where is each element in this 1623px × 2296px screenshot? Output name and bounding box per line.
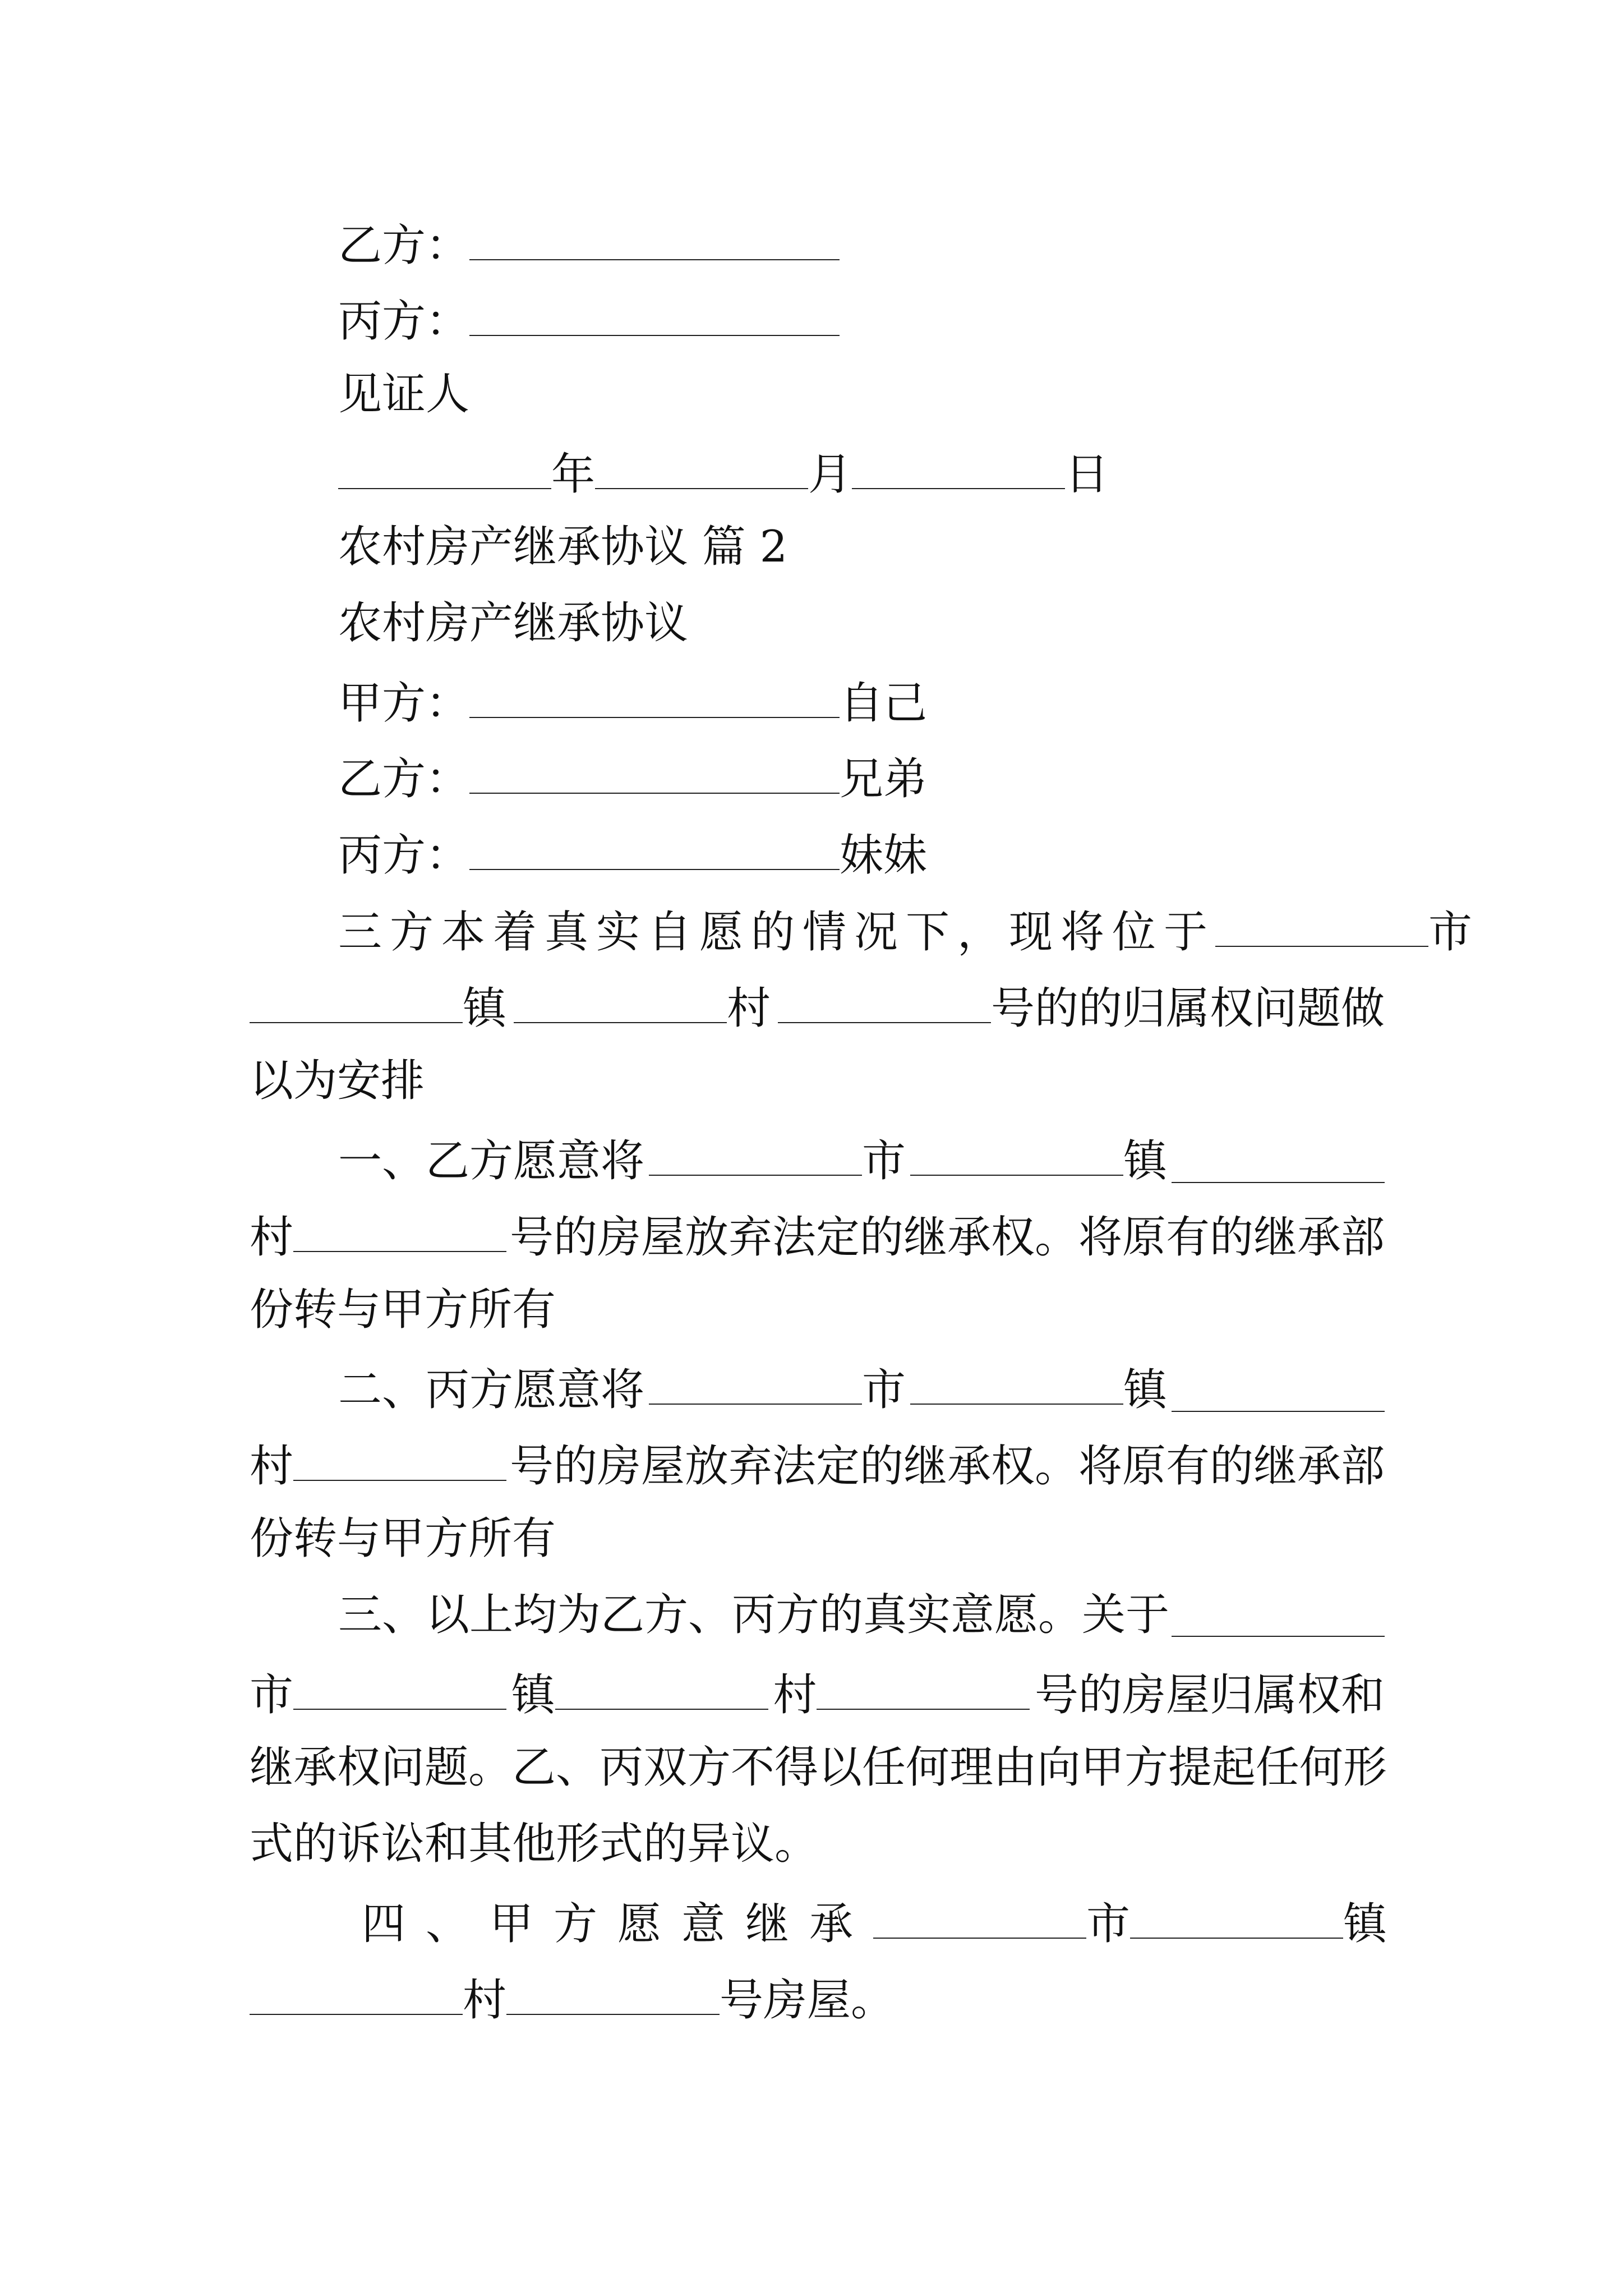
intro-town-blank [250,983,463,1023]
clause-2-number-blank [293,1441,506,1481]
clause-1-number-blank [293,1212,506,1252]
clause-2-town: 镇 [1123,1365,1168,1415]
intro-line-2 [250,983,1385,1034]
clause-4-city-blank [873,1898,1086,1939]
day-blank [852,449,1065,489]
clause-4-village: 村 [463,1975,507,2026]
section-title: 农村房产继承协议 篇 2 [338,522,788,572]
clause-3-number-blank [817,1669,1030,1710]
month-label: 月 [808,449,852,500]
clause-1-line-2 [250,1212,1385,1263]
clause-1-lead: 一、乙方愿意将 [338,1136,645,1186]
clause-4-town-blank [1130,1898,1343,1939]
party-a-label: 甲方： [338,678,470,729]
clause-2-village: 村 [250,1441,294,1492]
party-b-line [338,753,928,804]
clause-1-city: 市 [862,1136,906,1186]
party-a-blank [469,678,840,718]
year-label: 年 [551,449,596,500]
clause-2-city-blank [649,1364,862,1405]
clause-3-lead: 三、以上均为乙方、丙方的真实意愿。关于 [338,1590,1170,1640]
intro-village: 村 [726,983,771,1034]
party-c-signature-line [338,296,840,347]
intro-village-blank [514,983,727,1023]
party-b-blank-2 [469,753,840,794]
party-b-signature-line [338,220,840,271]
clause-4-village-blank [250,1975,463,2015]
intro-line-1 [250,907,1473,958]
party-c-role: 妹妹 [840,830,928,881]
clause-4-lead: 四、甲方愿意继承 [362,1899,874,1949]
clause-2-line-1 [250,1364,1385,1415]
clause-1-city-blank [649,1135,862,1176]
party-c-blank-2 [469,830,840,870]
day-label: 日 [1065,449,1109,500]
year-blank [338,449,551,489]
clause-4-line-1 [250,1898,1387,1949]
party-b-blank [469,220,840,260]
party-c-blank [469,296,840,336]
intro-number-blank [778,983,991,1023]
clause-2-lead: 二、丙方愿意将 [338,1365,645,1415]
intro-town: 镇 [463,983,507,1034]
clause-3-town-blank [293,1669,506,1710]
clause-3-line-3: 继承权问题。乙、丙双方不得以任何理由向甲方提起任何形 [250,1742,1387,1793]
clause-1-town-blank [910,1135,1123,1176]
intro-city-blank [1215,907,1428,947]
clause-2-line-2 [250,1441,1385,1492]
clause-2-line-3: 份转与甲方所有 [250,1513,556,1564]
party-b-label: 乙方： [338,220,470,271]
clause-2-village-blank [1172,1372,1385,1412]
party-b-role: 兄弟 [840,754,928,804]
intro-text: 三方本着真实自愿的情况下，现将位于 [338,907,1216,958]
party-a-role: 自己 [840,678,928,729]
date-line [338,449,1109,500]
clause-1-village-blank [1172,1143,1385,1183]
clause-3-line-4: 式的诉讼和其他形式的异议。 [250,1819,819,1869]
clause-1-town: 镇 [1123,1136,1168,1186]
party-a-line [338,678,928,729]
clause-3-village: 村 [773,1670,817,1720]
clause-3-rest: 号的房屋归属权和 [1034,1670,1385,1720]
clause-4-town: 镇 [1343,1899,1387,1949]
clause-3-pre-city-blank [1172,1596,1385,1637]
month-blank [595,449,808,489]
clause-2-rest: 号的房屋放弃法定的继承权。将原有的继承部 [509,1441,1385,1492]
party-c-line [338,830,928,881]
witness-line [338,369,470,420]
clause-4-end: 号房屋。 [720,1975,895,2026]
clause-4-city: 市 [1086,1899,1131,1949]
intro-city: 市 [1428,907,1473,958]
clause-1-line-1 [250,1135,1385,1186]
clause-4-number-blank [506,1975,720,2015]
clause-2-town-blank [910,1364,1123,1405]
clause-1-village: 村 [250,1212,294,1263]
clause-3-village-blank [555,1669,768,1710]
agreement-title: 农村房产继承协议 [338,598,689,648]
clause-3-city: 市 [250,1670,294,1720]
intro-line-3: 以为安排 [250,1056,425,1106]
clause-3-line-2 [250,1669,1385,1720]
clause-1-line-3: 份转与甲方所有 [250,1285,556,1335]
clause-4-line-2 [250,1975,1385,2026]
party-b-label-2: 乙方： [338,754,470,804]
clause-3-line-1 [250,1590,1385,1640]
clause-1-rest: 号的房屋放弃法定的继承权。将原有的继承部 [509,1212,1385,1263]
party-c-label-2: 丙方： [338,830,470,881]
clause-2-city: 市 [862,1365,906,1415]
witness-label: 见证人 [338,369,470,420]
intro-line-2-end: 号的的归属权问题做 [990,983,1385,1034]
party-c-label: 丙方： [338,296,470,347]
clause-3-town: 镇 [511,1670,555,1720]
